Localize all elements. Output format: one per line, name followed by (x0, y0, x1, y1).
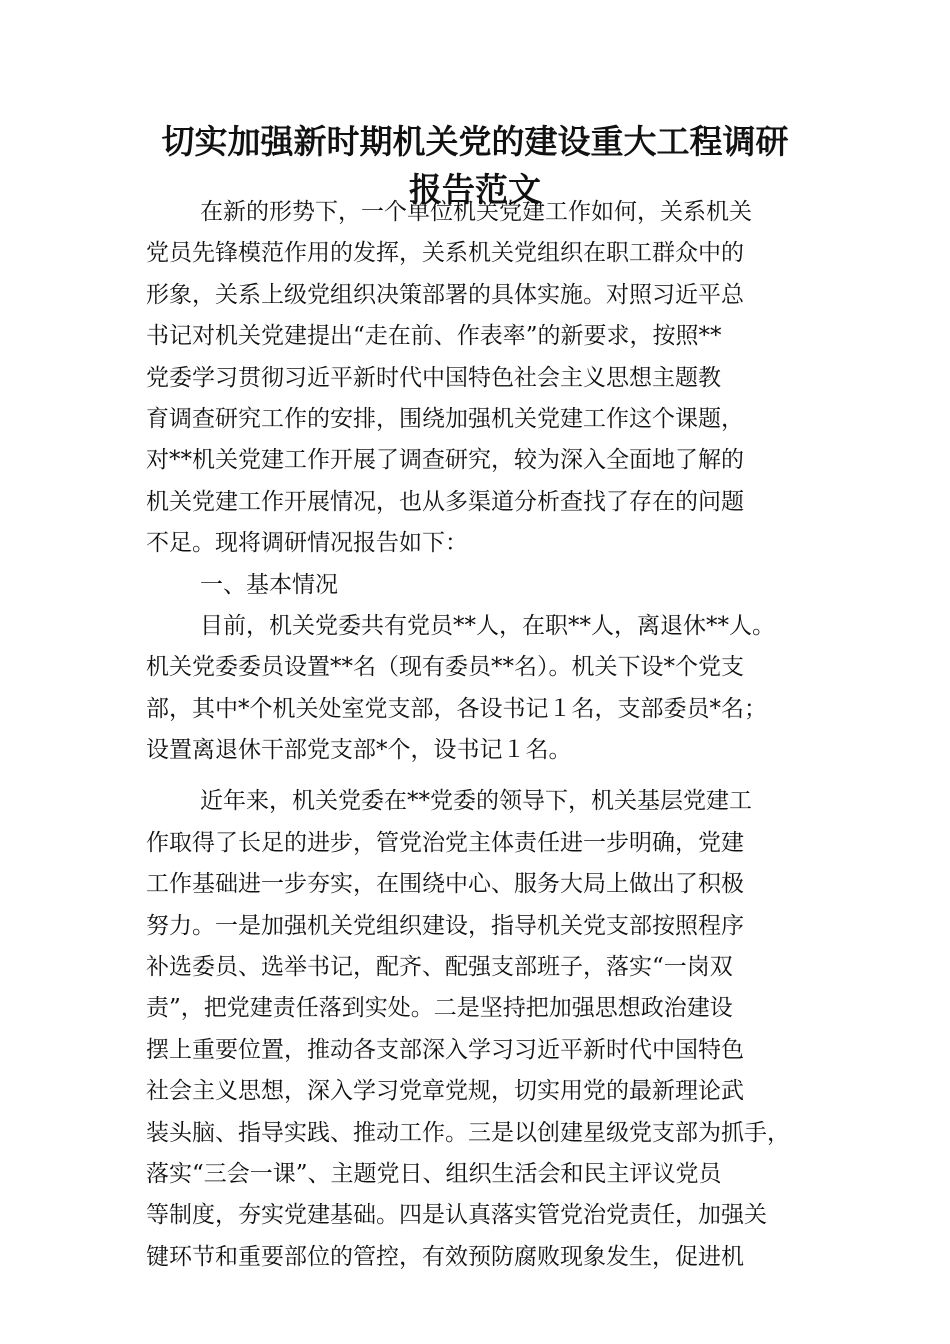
text-line: 目前，机关党委共有党员**人，在职**人，离退休**人。 (200, 612, 775, 639)
text-line: 责”，把党建责任落到实处。二是坚持把加强思想政治建设 (146, 995, 733, 1022)
text-line: 机关党建工作开展情况，也从多渠道分析查找了存在的问题 (146, 488, 744, 515)
text-line: 设置离退休干部党支部*个，设书记１名。 (146, 737, 572, 764)
text-line: 作取得了长足的进步，管党治党主体责任进一步明确，党建 (146, 829, 744, 856)
text-line: 对**机关党建工作开展了调查研究，较为深入全面地了解的 (146, 447, 744, 474)
text-line: 键环节和重要部位的管控，有效预防腐败现象发生，促进机 (146, 1243, 744, 1270)
text-line: 社会主义思想，深入学习党章党规，切实用党的最新理论武 (146, 1078, 744, 1105)
text-line: 部，其中*个机关处室党支部，各设书记１名，支部委员*名； (146, 695, 767, 722)
section-heading (146, 565, 806, 606)
text-line: 落实“三会一课”、主题党日、组织生活会和民主评议党员 (146, 1160, 722, 1187)
paragraph-spacer (146, 771, 806, 781)
text-line: 形象，关系上级党组织决策部署的具体实施。对照习近平总 (146, 281, 744, 308)
text-line: 工作基础进一步夯实，在围绕中心、服务大局上做出了积极 (146, 871, 744, 898)
text-line: 等制度，夯实党建基础。四是认真落实管党治党责任，加强关 (146, 1202, 767, 1229)
text-line: 补选委员、选举书记，配齐、配强支部班子，落实“一岗双 (146, 954, 733, 981)
paragraph-intro (146, 192, 806, 565)
text-line: 机关党委委员设置**名（现有委员**名）。机关下设*个党支 (146, 654, 744, 681)
text-line: 近年来，机关党委在**党委的领导下，机关基层党建工 (200, 788, 752, 815)
text-line: 党员先锋模范作用的发挥，关系机关党组织在职工群众中的 (146, 240, 744, 267)
text-line: 摆上重要位置，推动各支部深入学习习近平新时代中国特色 (146, 1036, 744, 1063)
document-title-line-1: 切实加强新时期机关党的建设重大工程调研 (161, 122, 789, 161)
document-body (146, 192, 806, 1278)
text-line: 在新的形势下，一个单位机关党建工作如何，关系机关 (200, 199, 752, 225)
section-heading-text: 一、基本情况 (200, 571, 338, 598)
text-line: 努力。一是加强机关党组织建设，指导机关党支部按照程序 (146, 912, 744, 939)
document-title-line-2: 报告范文 (409, 170, 541, 209)
text-line: 装头脑、指导实践、推动工作。三是以创建星级党支部为抓手， (146, 1119, 790, 1146)
paragraph-progress (146, 781, 806, 1278)
text-line: 党委学习贯彻习近平新时代中国特色社会主义思想主题教 (146, 364, 721, 391)
text-line: 书记对机关党建提出“走在前、作表率”的新要求，按照** (146, 323, 722, 350)
paragraph-basic-info (146, 606, 806, 772)
text-line: 不足。现将调研情况报告如下： (146, 530, 468, 557)
text-line: 育调查研究工作的安排，围绕加强机关党建工作这个课题， (146, 405, 744, 432)
